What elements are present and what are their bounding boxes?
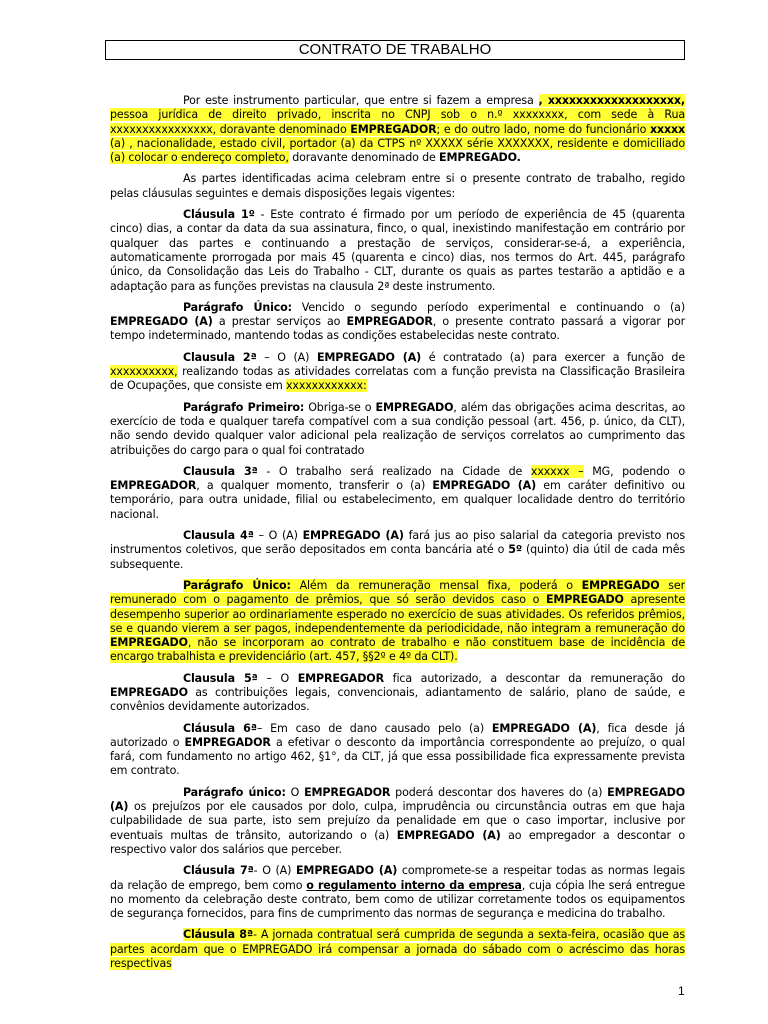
text-segment: EMPREGADOR [350,122,437,136]
text-segment: xxxxx [649,122,685,136]
text-segment: fica autorizado, a descontar da remuneração do [383,671,685,685]
text-segment: Parágrafo Único: [183,578,291,592]
text-segment: , fica desde já autorizado o [110,721,686,749]
text-segment: 5º [508,543,522,557]
text-segment: EMPREGADO (A) [110,785,685,814]
paragraph-paragrafo-primeiro [110,401,685,458]
paragraph-clausula-6 [110,722,685,779]
text-segment: EMPREGADO [110,636,188,650]
text-segment: EMPREGADOR [346,315,433,329]
text-segment: – O [257,671,298,685]
paragraph-clausula-3 [110,465,685,522]
text-segment: poderá descontar dos haveres do (a) [390,785,608,799]
text-segment: Parágrafo Único: [183,300,292,314]
text-segment: - Este contrato é firmado por um período de experiência de 45 (quarenta cinco) dias, a contar da data da sua assinatura, finco, o qual, inexistindo manifestação em contrário por qualquer das partes e continuando a prestação de serviços, considerar-se-á, a experiência, automaticamente prorrogada por mais 45 (quarenta e cinco) dias, nos termos do Art. 445, parágrafo único, da Consolidação das Leis do Trabalho - CLT, durante os quais as partes testarão a aptidão e a adaptação para as funções previstas na clausula 2ª deste instrumento. [110,208,686,293]
text-segment: Clausula 2ª [183,350,257,364]
text-segment: Cláusula 6ª [183,721,257,735]
text-segment: as contribuições legais, convencionais, adiantamento de salário, plano de saúde, e convênios devidamente autorizados. [110,685,685,714]
text-segment: Parágrafo Primeiro: [183,400,305,414]
paragraph-paragrafo-unico-1 [110,301,685,344]
paragraph-partes [110,172,685,201]
text-segment: , além das obrigações acima descritas, ao exercício de toda e qualquer tarefa compatível com a sua condição pessoal (art. 456, p. único, da CLT), não sendo devido qualquer valor adicional pela realização de serviços correlatos ao cumprimento das atribuições do cargo para o qual foi contratado [110,400,685,457]
text-segment: , cuja cópia lhe será entregue no momento da celebração deste contrato, bem como de utilizar corretamente todos os equipamentos de segurança fornecidos, para fins de cumprimento das normas de segurança e medicina do trabalho. [110,878,685,921]
text-segment: compromete-se a respeitar todas as normas legais da relação de emprego, bem como [110,864,685,892]
text-segment: EMPREGADO (A) [491,721,597,735]
text-segment: é contratado (a) para exercer a função de [421,350,685,364]
text-segment: EMPREGADOR [110,479,197,493]
text-segment: Cláusula 8ª [183,928,253,942]
text-segment: EMPREGADO (A) [110,315,213,329]
text-segment: EMPREGADO [545,593,624,607]
text-segment: Parágrafo único: [183,785,286,799]
paragraph-clausula-5 [110,672,685,715]
paragraph-clausula-1 [110,208,685,294]
text-segment: – O (A) [253,529,303,543]
text-segment: Além da remuneração mensal fixa, poderá o [290,578,582,592]
paragraph-clausula-7 [110,864,685,921]
text-segment: (a) , nacionalidade, estado civil, portador (a) da CTPS nº XXXXX série XXXXXXX, residente e domiciliado (a) colocar o endereço completo, [110,136,685,165]
text-segment: o regulamento interno da empresa [306,878,522,892]
text-segment: - O trabalho será realizado na Cidade de [257,464,531,478]
text-segment: EMPREGADOR [297,671,384,685]
text-segment: ; e do outro lado, nome do funcionário [436,122,650,136]
text-segment: Vencido o segundo período experimental e continuando o (a) [291,300,685,314]
document-body [110,94,685,978]
text-segment: EMPREGADOR [304,785,391,799]
text-segment: EMPREGADO [110,685,188,699]
text-segment: - O (A) [253,864,296,878]
text-segment: xxxxxxxxxxxx: [286,379,367,393]
text-segment: - A jornada contratual será cumprida de segunda a sexta-feira, ocasião que as partes acordam que o EMPREGADO irá compensar a jornada do sábado com o acréscimo das horas respectivas [110,928,685,971]
text-segment: EMPREGADO. [439,151,521,165]
text-segment: EMPREGADO (A) [302,529,404,543]
paragraph-paragrafo-unico-2 [110,579,685,665]
text-segment: , xxxxxxxxxxxxxxxxxxx, [538,94,685,107]
page-number: 1 [678,984,685,998]
text-segment: xxxxxxxxxx, [110,365,178,379]
text-segment: xxxxxx – [530,464,584,478]
text-segment: ao empregador a descontar o respectivo valor dos salários que perceber. [110,828,685,856]
text-segment: As partes identificadas acima celebram entre si o presente contrato de trabalho, regido pelas cláusulas seguintes e demais disposições legais vigentes: [110,172,685,200]
text-segment: EMPREGADOR [184,735,271,749]
text-segment: Clausula 5ª [183,671,258,685]
text-segment: (quinto) dia útil de cada mês subsequente. [110,543,686,571]
text-segment: apresente desempenho superior ao ordinariamente esperado no exercício de suas atividades. Os referidos prêmios, se e quando vierem a ser pagos, independentemente da periodicidade, não integram a remuneração do [110,593,685,635]
text-segment: , o presente contrato passará a vigorar por tempo indeterminado, mantendo todas as condições estabelecidas neste contrato. [110,315,685,343]
text-segment: pessoa jurídica de direito privado, inscrita no CNPJ sob o n.º xxxxxxxx, com sede à Rua xxxxxxxxxxxxxxxx, doravante denominado [110,108,685,136]
text-segment: fará jus ao piso salarial da categoria previsto nos instrumentos coletivos, que serão depositados em conta bancária até o [110,529,686,557]
text-segment: doravante denominado de [288,151,440,165]
text-segment: Cláusula 1º [183,208,255,222]
text-segment: realizando todas as atividades correlatas com a função prevista na Classificação Brasileira de Ocupações, que consiste em [110,365,685,393]
text-segment: Por este instrumento particular, que entre si fazem a empresa [183,94,539,107]
text-segment: em caráter definitivo ou temporário, para outra unidade, filial ou estabelecimento, em qualquer localidade dentro do território nacional. [110,479,685,521]
text-segment: Clausula 4ª [183,529,254,543]
text-segment: , a qualquer momento, transferir o (a) [196,479,433,493]
paragraph-clausula-2 [110,351,685,394]
text-segment: , não se incorporam ao contrato de trabalho e não constituem base de incidência de encargo trabalhista e previdenciário (art. 457, §§2º e 4º da CLT). [110,636,685,664]
text-segment: O [285,785,305,799]
text-segment: – Em caso de dano causado pelo (a) [256,721,492,735]
text-segment: EMPREGADO [375,400,454,414]
text-segment: – O (A) [256,350,317,364]
text-segment: EMPREGADO (A) [316,350,422,364]
text-segment: ser remunerado com o pagamento de prêmios, que só serão devidos caso o [110,578,685,607]
text-segment: EMPREGADO (A) [432,479,537,493]
text-segment: Obriga-se o [304,400,376,414]
text-segment: os prejuízos por ele causados por dolo, culpa, imprudência ou circunstância outras em que haja culpabilidade de sua parte, isto sem prejuízo da penalidade em que o caso importar, inclusive por eventuais multas de trânsito, autorizando o (a) [110,800,685,842]
text-segment: EMPREGADO (A) [296,864,398,878]
text-segment: a efetivar o desconto da importância correspondente ao prejuízo, o qual fará, com fundamento no artigo 462, §1°, da CLT, já que essa possibilidade fica expressamente prevista em contrato. [110,735,685,778]
text-segment: Cláusula 7ª [183,864,254,878]
paragraph-clausula-4 [110,529,685,572]
text-segment: EMPREGADO [581,578,660,592]
paragraph-intro [110,94,685,165]
paragraph-paragrafo-unico-3 [110,786,685,857]
document-title: CONTRATO DE TRABALHO [105,40,685,60]
text-segment: MG, podendo o [583,464,686,478]
paragraph-clausula-8 [110,928,685,971]
text-segment: Clausula 3ª [183,464,258,478]
text-segment: EMPREGADO (A) [396,828,501,842]
text-segment: a prestar serviços ao [212,315,347,329]
